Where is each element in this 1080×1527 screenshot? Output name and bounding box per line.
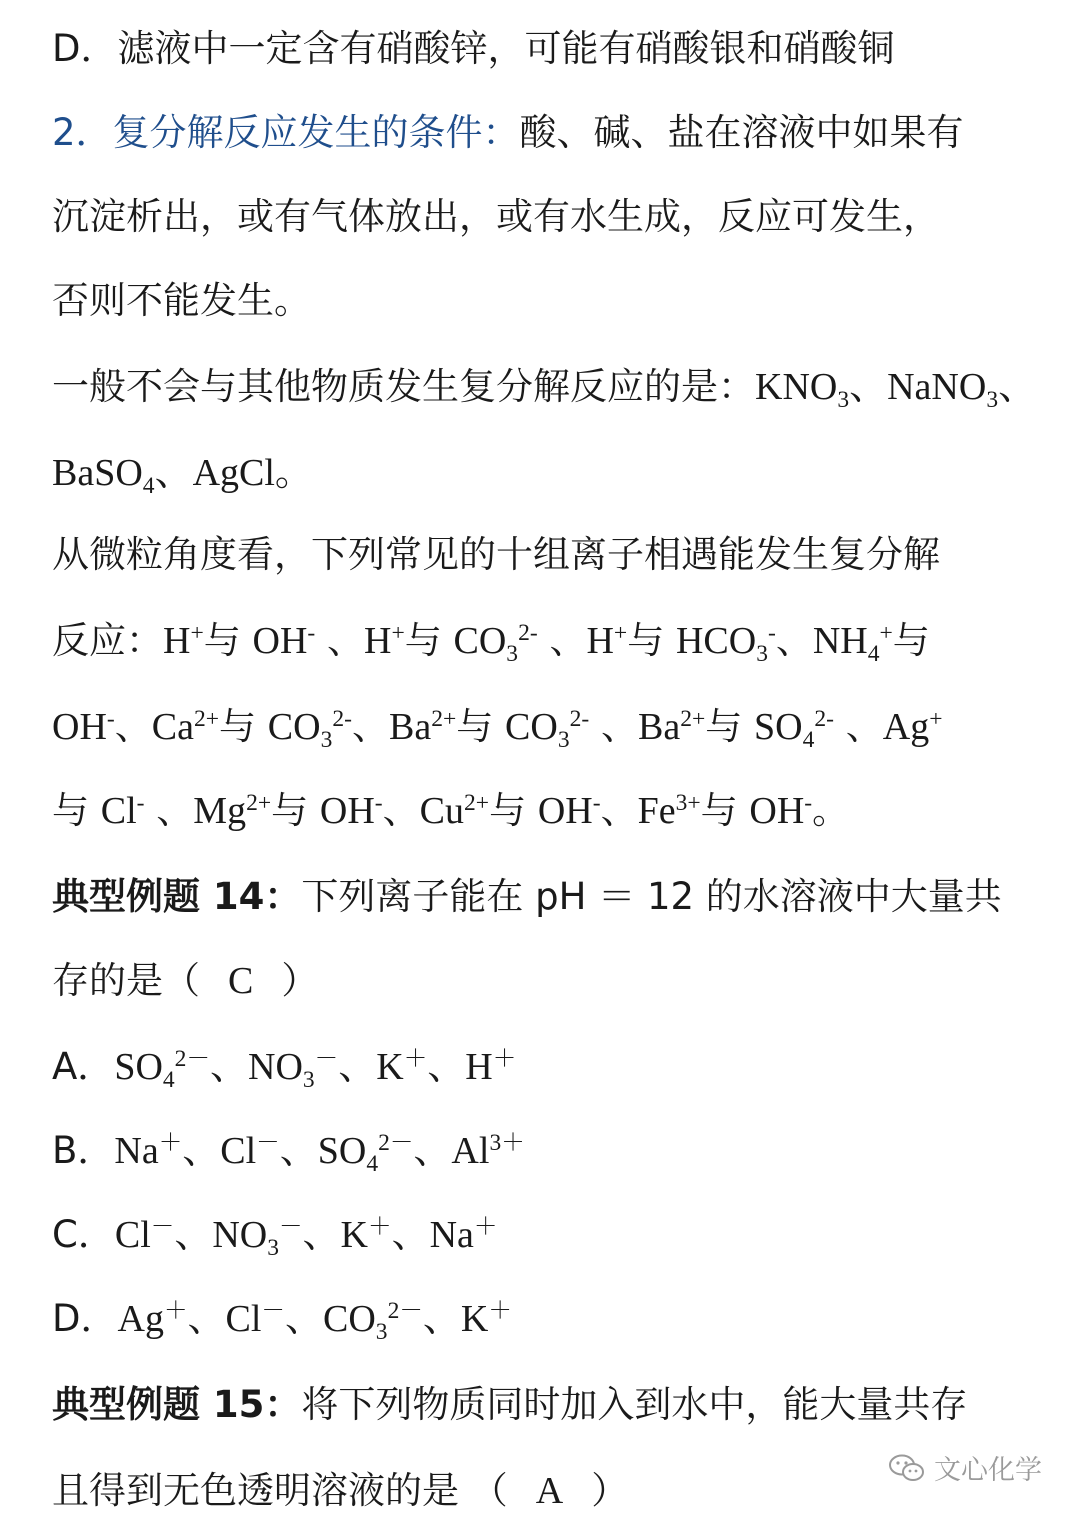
ion-pairs-prefix: 反应：: [52, 619, 163, 662]
ion-pairs-line: 与 Cl- 、$Mg^{2+}$与 OH-、$Cu^{2+}$与 OH-、$Fe^{3+}$与 OH-。: [52, 789, 850, 832]
example-15-title: 典型例题 15：: [52, 1383, 302, 1426]
option-b: B．Na＋、Cl－、$SO_4^{2-}$、$Al^{3+}$: [52, 1129, 525, 1177]
example-15-question: [52, 1380, 1050, 1430]
example-14-text2: 存的是（: [52, 959, 200, 1002]
formula-list: BaSO$_4$、AgCl。: [52, 452, 313, 499]
example-14-question: [52, 872, 1050, 922]
example-14-title: 典型例题 14：: [52, 875, 302, 918]
example-14-answer: C: [228, 960, 254, 1002]
non-reactive-line: [52, 362, 1050, 412]
example-15-answer: A: [535, 1470, 564, 1512]
option-label: A．: [52, 1045, 115, 1088]
option-a: A．$SO_4^{2-}$、$NO_3^-$、K＋、H＋: [52, 1045, 517, 1093]
watermark: [888, 1448, 1042, 1487]
ion-pairs-line: OH-、$Ca^{2+}$与 $CO_3^{2-}$、$Ba^{2+}$与 $CO_3^{2-}$ 、$Ba^{2+}$与 $SO_4^{2-}$ 、Ag+: [52, 705, 943, 753]
example-14-close: ）: [281, 959, 319, 1002]
example-15-text: 将下列物质同时加入到水中，能大量共存: [301, 1383, 968, 1426]
non-reactive-text: 一般不会与其他物质发生复分解反应的是：: [52, 365, 755, 408]
option-d: D．Ag＋、Cl－、$CO_3^{2-}$、K＋: [52, 1297, 512, 1345]
option-c: C．Cl－、$NO_3^-$、K＋、Na＋: [52, 1213, 498, 1261]
example-15-close: ）: [591, 1469, 629, 1512]
option-label: D．: [52, 1297, 118, 1340]
example-15-text2: 且得到无色透明溶液的是 （: [52, 1469, 508, 1512]
option-d-line: D．滤液中一定含有硝酸锌，可能有硝酸银和硝酸铜: [52, 27, 895, 70]
example-14-text: 下列离子能在 pH ＝ 12 的水溶液中大量共: [301, 875, 1002, 918]
heading-conditions: [52, 108, 1050, 158]
ion-pairs-line: 反应：H+与 OH- 、H+与 $CO_3^{2-}$ 、H+与 $HCO_3^-$、$NH_4^+$与: [52, 619, 930, 667]
formula-list: $KNO_3$、NaNO$_3$、: [755, 366, 1037, 413]
heading-rest: 酸、碱、盐在溶液中如果有: [519, 111, 964, 154]
watermark-text: 文心化学: [934, 1455, 1042, 1486]
paragraph-line: 否则不能发生。: [52, 279, 311, 322]
option-label: B．: [52, 1129, 115, 1172]
example-14-question: [52, 956, 1050, 1006]
paragraph-line: 沉淀析出，或有气体放出，或有水生成，反应可发生，: [52, 195, 940, 238]
option-label: C．: [52, 1213, 115, 1256]
paragraph-line: 从微粒角度看，下列常见的十组离子相遇能发生复分解: [52, 533, 940, 576]
wechat-icon: [888, 1453, 926, 1483]
heading-label: 2．复分解反应发生的条件：: [52, 111, 520, 154]
